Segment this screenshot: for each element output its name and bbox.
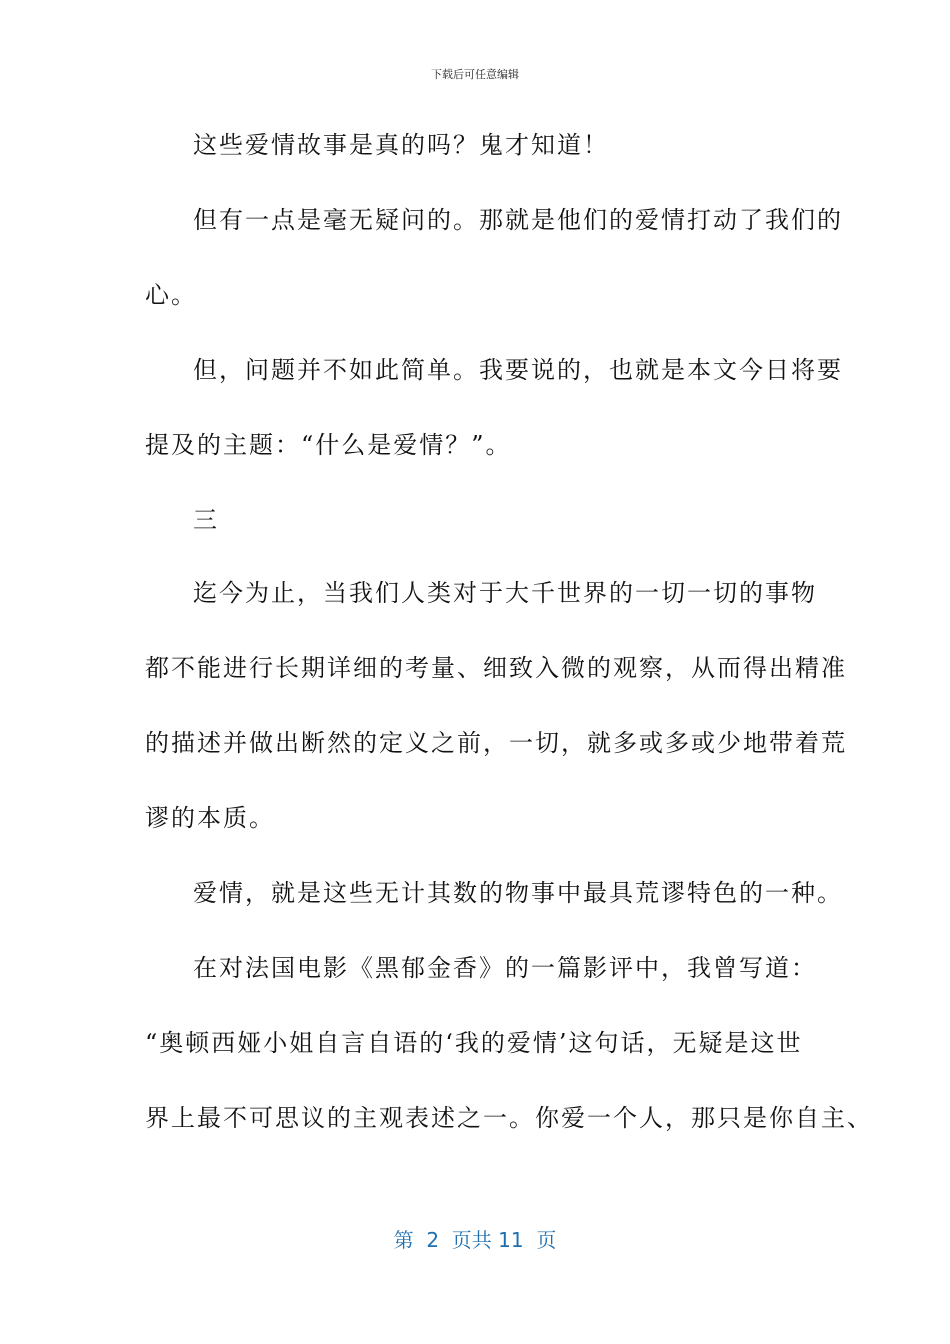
page-footer [0,1224,950,1253]
page-number: 第 2 页共 11 页 [393,1228,557,1252]
paragraph-line: 但，问题并不如此简单。我要说的，也就是本文今日将要 [193,356,843,384]
section-number: 三 [193,506,219,534]
paragraph-line: 爱情，就是这些无计其数的物事中最具荒谬特色的一种。 [193,879,843,907]
paragraph-line: 在对法国电影《黑郁金香》的一篇影评中，我曾写道： [193,954,817,982]
paragraph-line: 提及的主题：“什么是爱情？”。 [145,431,512,459]
paragraph-line: 心。 [145,281,197,309]
paragraph-line: 都不能进行长期详细的考量、细致入微的观察，从而得出精准 [145,654,847,682]
paragraph-line: 谬的本质。 [145,804,275,832]
paragraph-line: 但有一点是毫无疑问的。那就是他们的爱情打动了我们的 [193,206,843,234]
paragraph-line: 的描述并做出断然的定义之前，一切，就多或多或少地带着荒 [145,729,847,757]
paragraph-line: “奥顿西娅小姐自言自语的‘我的爱情’这句话，无疑是这世 [145,1029,803,1057]
paragraph-line: 这些爱情故事是真的吗？鬼才知道！ [193,131,609,159]
paragraph-line: 界上最不可思议的主观表述之一。你爱一个人，那只是你自主、 [145,1104,873,1132]
page-header: 下载后可任意编辑 [431,68,519,81]
paragraph-line: 迄今为止，当我们人类对于大千世界的一切一切的事物 [193,579,817,607]
